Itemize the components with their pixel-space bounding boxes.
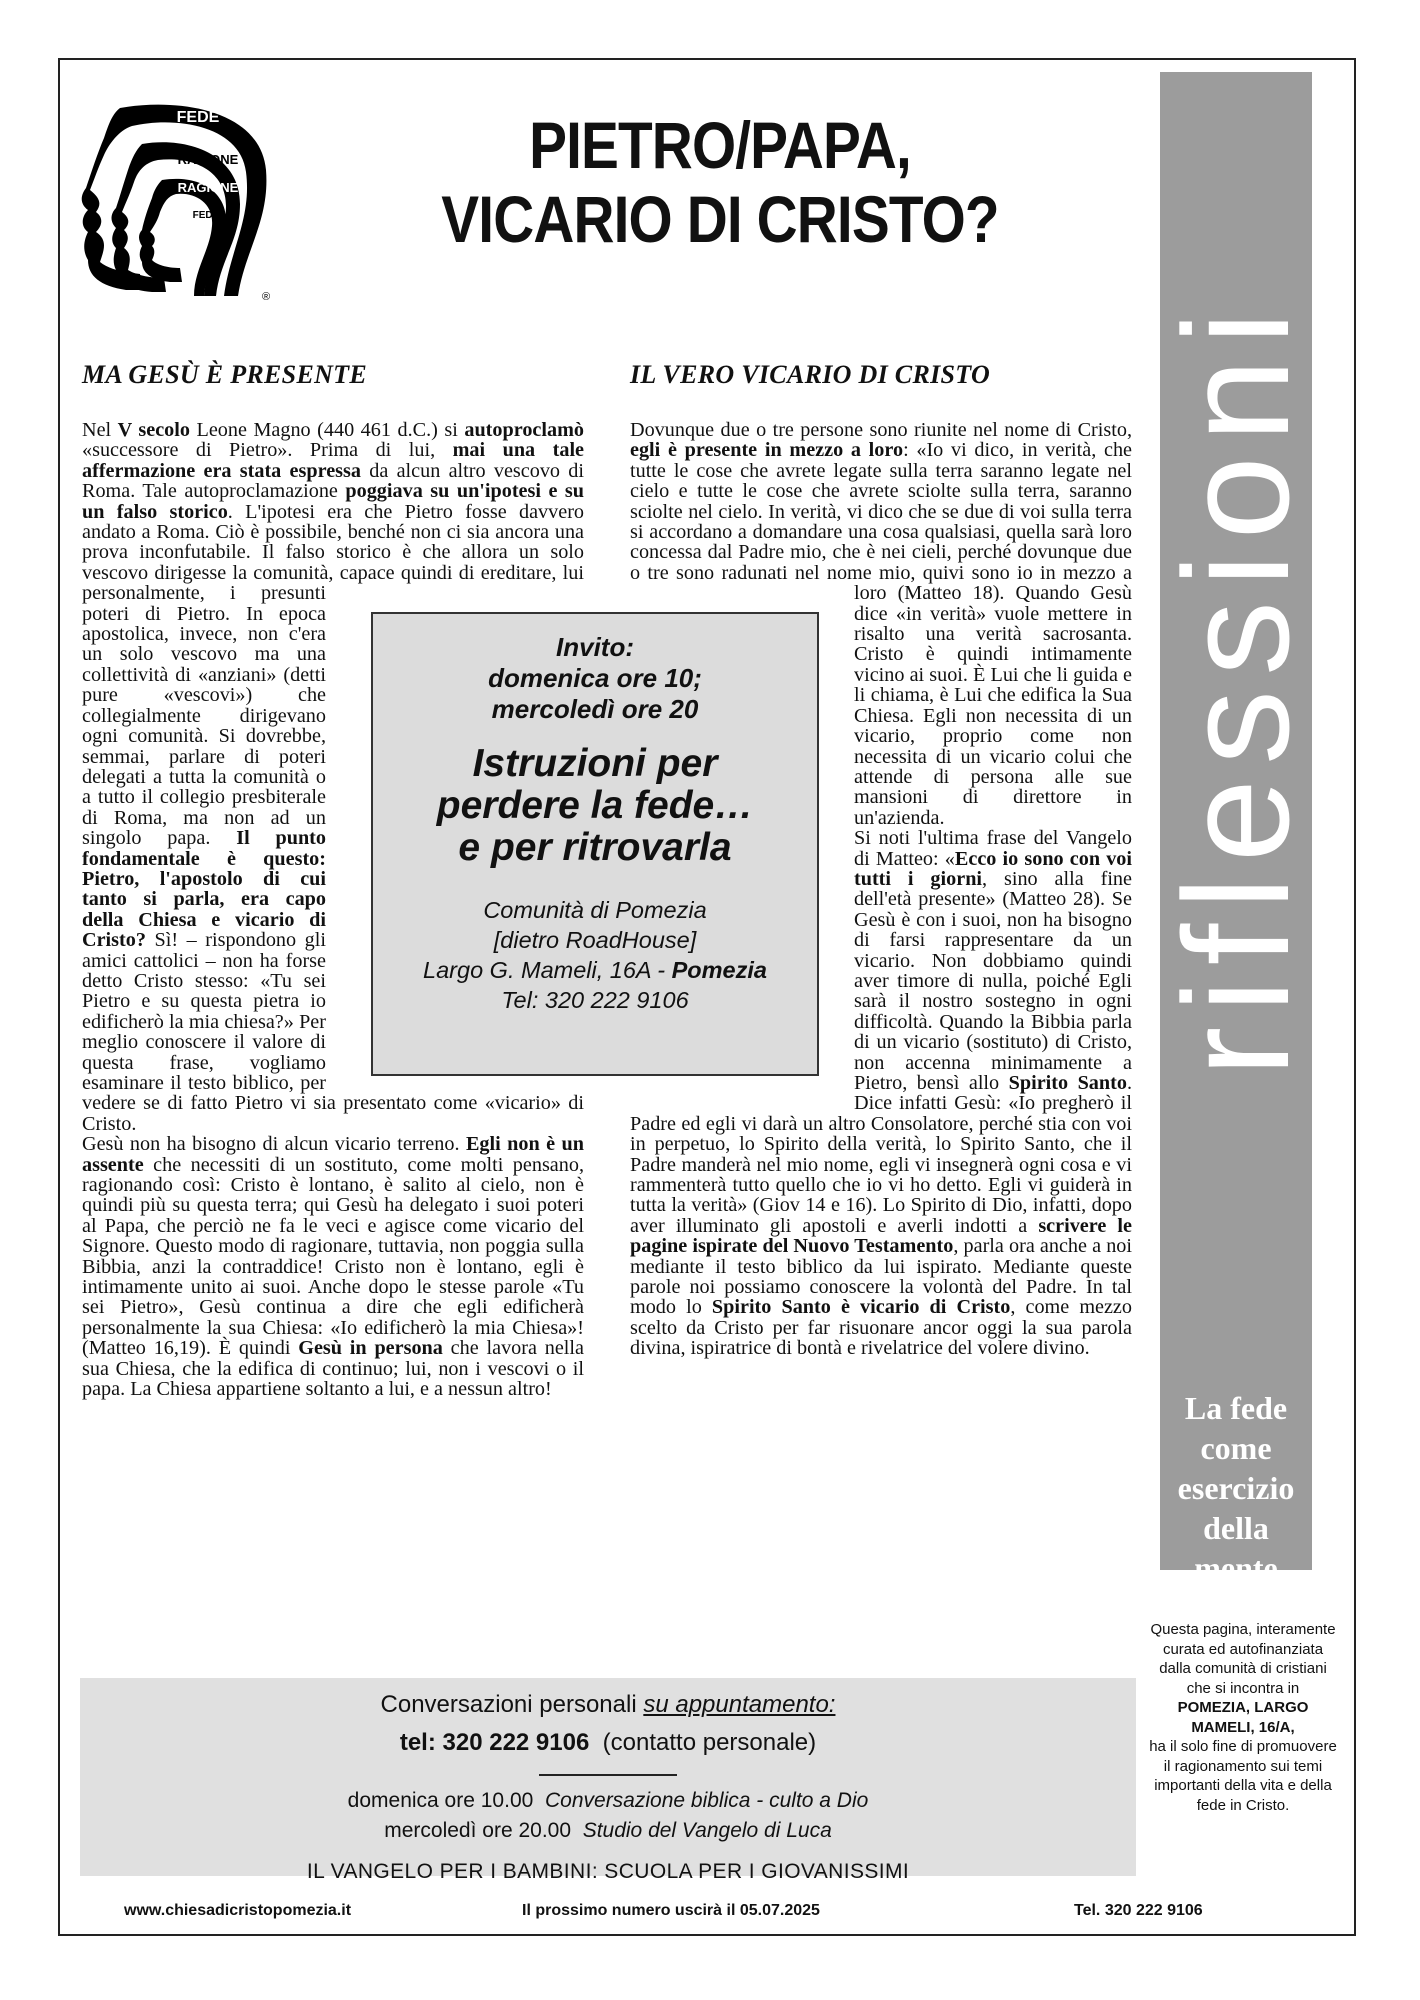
schedule-time: domenica ore 10.00 bbox=[347, 1789, 534, 1812]
emphasis-text: Il punto fondamentale è questo: Pietro, l'apostolo di cui tanto si parla, era capo della Chiesa e vicario di Cristo? bbox=[82, 827, 326, 952]
publisher-note bbox=[1148, 1620, 1338, 1815]
contact-appointment: su appuntamento: bbox=[643, 1691, 836, 1718]
schedule-event: Conversazione biblica - culto a Dio bbox=[544, 1789, 869, 1812]
body-text: : «Io vi dico, in verità, che tutte le cose che avrete legate sulla terra saranno legate nel cielo e tutte le cose che avrete sciolte sulla terra, saranno sciolte nel cielo. In verità, vi dico che se due di voi sulla terra si accordano a domandare una cosa qualsiasi, quella sarà loro concessa dal Padre mio, che è nei cieli, perché dovunque due o tre sono radunati nel nome mio, quivi sono io in mezzo a loro (Matteo 18). Quando Gesù dice «in verità» vuole mettere in risalto una verità sacrosanta. Cristo è quindi intimamente vicino ai suoi. È Lui che li guida e li chiama, è Lui che edifica la Sua Chiesa. Egli non necessita di un vicario, proprio come non necessita di un vicario colui che attende di persona alle sue mansioni di direttore in un'azienda. bbox=[630, 439, 1133, 829]
fede-ragione-logo bbox=[80, 100, 280, 305]
address-street: Largo G. Mameli, 16A - bbox=[423, 957, 672, 983]
body-text: Gesù non ha bisogno di alcun vicario terreno. bbox=[82, 1133, 466, 1156]
body-text: che necessiti di un sostituto, come molti pensano, ragionando così: Cristo è lontano, è salito al cielo, non è quindi più su questa terra; qui Gesù ha delegato i suoi poteri al Papa, che perciò ne fa le veci e agisce come vicario del Signore. Questo modo di ragionare, tuttavia, non poggia sulla Bibbia, anzi la contraddice! Cristo non è lontano, egli è intimamente unito ai suoi. Anche dopo le stesse parole «Tu sei Pietro», Gesù continua a dire che egli edificherà personalmente la sua Chiesa: «Io edificherò la mia Chiesa»! (Matteo 16,19). È quindi bbox=[82, 1153, 584, 1360]
website-link[interactable]: www.chiesadicristopomezia.it bbox=[124, 1902, 352, 1919]
profiles-logo-graphic bbox=[80, 100, 280, 305]
invitation-when bbox=[373, 632, 817, 725]
motto-line: La fede bbox=[1184, 1390, 1288, 1426]
emphasis-text: Ecco io sono con voi tutti i giorni bbox=[854, 847, 1133, 890]
body-text: che lavora nella sua Chiesa, che la edifica di continuo; lui, non i vescovi o il papa. La Chiesa appartiene soltanto a lui, e a nessun altro! bbox=[82, 1337, 584, 1401]
invitation-phone: Tel: 320 222 9106 bbox=[501, 987, 689, 1013]
title-line-1: PIETRO/PAPA, bbox=[529, 108, 911, 182]
body-text: , parla ora anche a noi mediante il testo biblico da lui ispirato. Mediante queste parole noi possiamo conoscere la volontà del Padre. In tal modo lo bbox=[630, 1235, 1132, 1319]
body-text: . L'ipotesi era che Pietro fosse davvero andato a Roma. Ciò è possibile, benché non ci sia ancora una prova inconfutabile. Il falso storico è che allora un solo vescovo dirigesse la comunità, capace quindi di ereditare, lui personalmente, i presunti poteri di Pietro. In epoca apostolica, invece, non c'era un solo vescovo ma una collettività di «anziani» (detti pure «vescovi») che collegialmente dirigevano ogni comunità. Si dovrebbe, semmai, parlare di poteri delegati a tutta la comunità o a tutto il collegio presbiterale di Roma, ma non ad un singolo papa. bbox=[82, 500, 585, 850]
publisher-note-place: POMEZIA, LARGO MAMELI, 16/A, bbox=[1177, 1699, 1309, 1736]
schedule-event: Studio del Vangelo di Luca bbox=[582, 1819, 832, 1842]
invitation-box bbox=[371, 612, 819, 1076]
emphasis-text: mai una tale affermazione era stata espressa bbox=[82, 439, 585, 482]
body-text: Dovunque due o tre persone sono riunite nel nome di Cristo, bbox=[630, 419, 1132, 441]
publisher-note-intro: Questa pagina, interamente curata ed autofinanziata dalla comunità di cristiani che si incontra in bbox=[1150, 1621, 1336, 1697]
body-text: , sino alla fine dell'età presente» (Matteo 28). Se Gesù è con i suoi, non ha bisogno di farsi rappresentare da un vicario. Non dobbiamo quindi aver timore di nulla, poiché Egli sarà il nostro sostegno in ogni difficoltà. Quando la Bibbia parla di un vicario (sostituto) di Cristo, non accenna minimamente a Pietro, bensì allo bbox=[854, 867, 1132, 1094]
emphasis-text: V secolo bbox=[117, 419, 190, 441]
body-text: Sì! – rispondono gli amici cattolici – non ha forse detto Cristo stesso: «Tu sei Pietro e su questa pietra io edificherò la mia chiesa?» Per meglio conoscere il valore di questa frase, vogliamo esaminare il testo biblico, per vedere se di fatto Pietro vi sia presentato come «vicario» di Cristo. bbox=[82, 929, 584, 1135]
emphasis-text: poggiava su un'ipotesi e su un falso storico bbox=[82, 480, 584, 523]
emphasis-text: autoproclamò bbox=[464, 419, 584, 441]
body-text: «successore di Pietro». Prima di lui, bbox=[82, 439, 453, 462]
invitation-address bbox=[373, 955, 817, 985]
emphasis-text: Egli non è un assente bbox=[82, 1133, 584, 1176]
schedule-row bbox=[80, 1816, 1136, 1846]
motto-line: esercizio bbox=[1177, 1470, 1295, 1506]
invitation-when-line: Invito: bbox=[556, 632, 634, 662]
schedule-time: mercoledì ore 20.00 bbox=[384, 1819, 572, 1842]
invitation-title-line: perdere la fede… bbox=[436, 784, 754, 827]
body-text: Leone Magno (440 461 d.C.) si bbox=[189, 419, 465, 441]
invitation-when-line: mercoledì ore 20 bbox=[491, 694, 699, 724]
side-band bbox=[1152, 72, 1320, 1586]
body-text: , come mezzo scelto da Cristo per far risuonare ancor oggi la sua parola divina, ispiratrice di bontà e rivelatrice del volere divino. bbox=[630, 1296, 1132, 1360]
emphasis-text: Gesù in persona bbox=[298, 1337, 443, 1360]
body-text: Si noti l'ultima frase del Vangelo di Matteo: « bbox=[854, 827, 1132, 870]
contact-phone-note: (contatto personale) bbox=[602, 1729, 817, 1756]
side-band-motto bbox=[1160, 1388, 1312, 1588]
emphasis-text: scrivere le pagine ispirate del Nuovo Testamento bbox=[630, 1214, 1132, 1258]
article-paragraph bbox=[82, 1134, 584, 1399]
logo-word-fede-bottom: FEDE bbox=[192, 210, 220, 221]
motto-line: mente bbox=[1194, 1550, 1278, 1586]
body-text: Nel bbox=[82, 419, 118, 441]
invitation-title-line: e per ritrovarla bbox=[458, 826, 732, 869]
footer-phone[interactable]: Tel. 320 222 9106 bbox=[1074, 1902, 1203, 1919]
contact-box bbox=[80, 1678, 1136, 1883]
next-issue-note: Il prossimo numero uscirà il 05.07.2025 bbox=[522, 1902, 820, 1919]
emphasis-text: Spirito Santo bbox=[1008, 1072, 1127, 1094]
right-column-heading: IL VERO VICARIO DI CRISTO bbox=[630, 360, 991, 389]
divider bbox=[539, 1774, 677, 1776]
invitation-title-line: Istruzioni per bbox=[472, 742, 718, 785]
logo-word-fede-top: FEDE bbox=[176, 109, 220, 126]
body-text: da alcun altro vescovo di Roma. Tale autoproclamazione bbox=[82, 459, 584, 503]
body-text: . Dice infatti Gesù: «Io pregherò il Padre ed egli vi darà un altro Consolatore, perché stia con voi in perpetuo, lo Spirito della verità, lo Spirito Santo, che il Padre manderà nel mio nome, egli vi insegnerà ogni cosa e vi rammenterà tutto quello che io vi ho detto. Egli vi guiderà in tutta la verità» (Giov 14 e 16). Lo Spirito di Dio, infatti, dopo aver illuminato gli apostoli e averli indotti a bbox=[630, 1072, 1132, 1237]
invitation-landmark: [dietro RoadHouse] bbox=[493, 927, 697, 953]
page-title bbox=[385, 108, 1056, 256]
motto-line: come bbox=[1200, 1430, 1272, 1466]
kids-school-line: IL VANGELO PER I BAMBINI: SCUOLA PER I GIOVANISSIMI bbox=[306, 1860, 910, 1883]
invitation-community: Comunità di Pomezia bbox=[483, 897, 707, 923]
contact-phone[interactable]: tel: 320 222 9106 bbox=[399, 1729, 590, 1756]
contact-line-2 bbox=[80, 1728, 1136, 1758]
contact-line-1 bbox=[80, 1690, 1136, 1720]
emphasis-text: egli è presente in mezzo a loro bbox=[630, 439, 904, 462]
invitation-place bbox=[373, 895, 817, 1015]
contact-intro: Conversazioni personali bbox=[380, 1691, 644, 1718]
invitation-title bbox=[373, 743, 817, 869]
emphasis-text: Spirito Santo è vicario di Cristo bbox=[711, 1296, 1011, 1319]
left-column-heading: MA GESÙ È PRESENTE bbox=[82, 360, 367, 389]
publisher-note-purpose: ha il solo fine di promuovere il ragionamento sui temi importanti della vita e della fede in Cristo. bbox=[1149, 1738, 1337, 1814]
schedule-row bbox=[80, 1786, 1136, 1816]
address-city: Pomezia bbox=[671, 957, 767, 983]
registered-mark: ® bbox=[262, 291, 271, 303]
logo-word-ragione-2: RAGIONE bbox=[177, 180, 239, 195]
title-line-2: VICARIO DI CRISTO? bbox=[441, 182, 999, 256]
logo-word-ragione-1: RAGIONE bbox=[177, 152, 239, 167]
motto-line: della bbox=[1203, 1510, 1269, 1546]
invitation-when-line: domenica ore 10; bbox=[488, 663, 702, 693]
schedule bbox=[80, 1786, 1136, 1846]
side-band-word: riflessioni bbox=[1152, 297, 1320, 1077]
